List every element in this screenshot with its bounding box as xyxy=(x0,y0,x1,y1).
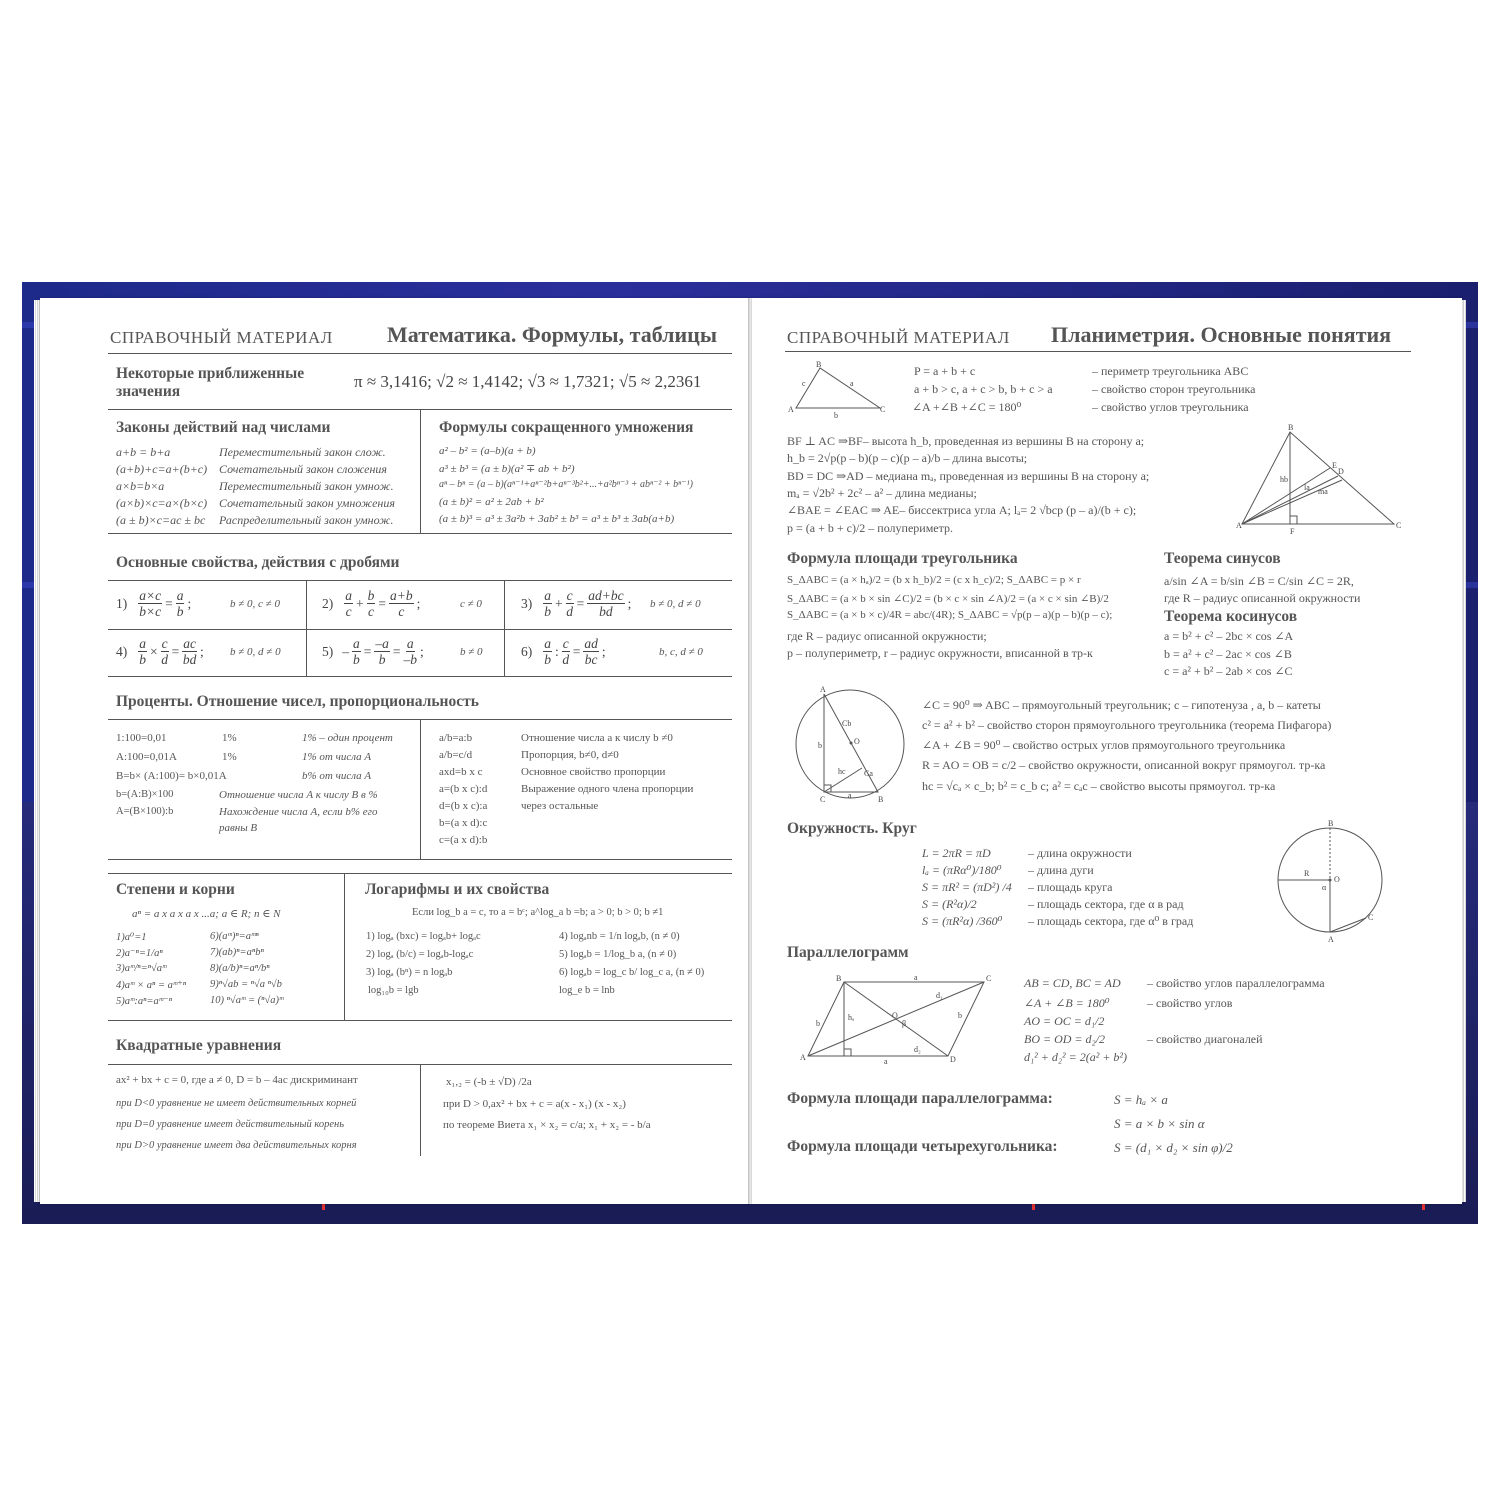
log-rule: 6) logₐb = log_c b/ log_c a, (n ≠ 0) xyxy=(559,967,705,978)
percent-description: Отношение числа A к числу B в % xyxy=(219,789,378,801)
power-rule: 8)(a/b)ⁿ=aⁿ/bⁿ xyxy=(210,963,270,974)
svg-text:C: C xyxy=(820,795,826,804)
log-rule: log₁₀b = lgb xyxy=(368,985,419,996)
svg-text:B: B xyxy=(878,795,884,804)
svg-text:b: b xyxy=(834,411,838,420)
numerator: c xyxy=(566,588,573,603)
right-page-title: Планиметрия. Основные понятия xyxy=(1051,322,1392,347)
svg-text:d₁: d₁ xyxy=(936,991,943,1000)
equals-sign: = xyxy=(378,595,386,611)
area-quadrilateral-formula: S = (d₁ × d₂ × sin φ)/2 xyxy=(1114,1140,1233,1155)
svg-text:A: A xyxy=(1236,521,1242,530)
triangle-description: – свойство углов треугольника xyxy=(1092,400,1249,414)
log-rule: 3) logₐ (bⁿ) = n logₐb xyxy=(366,967,453,978)
circle-formula: lₐ = (πRα⁰)/180⁰ xyxy=(922,863,1002,877)
percent-description: b% от числа A xyxy=(302,770,372,782)
svg-text:A: A xyxy=(800,1053,806,1062)
circle-description: – длина окружности xyxy=(1028,846,1132,860)
triangle-description: – свойство сторон треугольника xyxy=(1092,382,1256,396)
rule-number: 2) xyxy=(322,595,334,611)
power-rule: 5)aᵐ:aⁿ=aᵐ⁻ⁿ xyxy=(116,996,172,1007)
equals-sign: = xyxy=(165,595,173,611)
logs-title: Логарифмы и их свойства xyxy=(365,881,550,898)
proportion-formula: axd=b x c xyxy=(439,766,483,778)
law-formula: a+b = b+a xyxy=(116,445,171,459)
rule xyxy=(108,629,732,630)
area-formula: где R – радиус описанной окружности; xyxy=(787,629,987,643)
svg-text:c: c xyxy=(802,379,806,388)
area-parallelogram-formula: S = hₐ × a xyxy=(1114,1092,1168,1107)
percent-description: Нахождение числа A, если b% его xyxy=(219,806,378,818)
rule xyxy=(108,676,732,677)
numerator: ad+bc xyxy=(588,588,624,603)
proportion-formula: b=(a x d):c xyxy=(439,817,488,829)
svg-text:C: C xyxy=(1368,913,1374,922)
denominator: b xyxy=(176,604,184,619)
equals-sign: = xyxy=(171,643,180,659)
right-triangle-line: ∠A + ∠B = 90⁰ – свойство острых углов прямоугольного треугольника xyxy=(922,738,1286,752)
fraction-rule-3 xyxy=(521,588,631,619)
equals-sign: = xyxy=(363,643,372,659)
numerator: a xyxy=(345,588,352,603)
approx-title: Некоторые приближенные xyxy=(116,365,305,382)
rule-number: 6) xyxy=(521,643,533,659)
equals-sign: = xyxy=(576,595,585,611)
svg-text:F: F xyxy=(1290,527,1295,536)
law-formula: (a+b)+c=a+(b+c) xyxy=(116,462,208,476)
separator: ; xyxy=(200,643,204,659)
numerator: a xyxy=(353,636,360,651)
proportion-description: через остальные xyxy=(521,800,599,812)
law-description: Сочетательный закон сложения xyxy=(219,462,388,476)
equals-sign: = xyxy=(572,643,581,659)
triangle-line: BD = DC ⇒AD – медиана mₐ, проведенная из вершины B на сторону a; xyxy=(787,469,1150,483)
rule-number: 4) xyxy=(116,643,128,659)
rule xyxy=(108,533,732,534)
parallelogram-figure xyxy=(800,974,990,1064)
numerator: ad xyxy=(584,636,598,651)
svg-text:la: la xyxy=(1304,483,1310,492)
law-description: Переместительный закон слож. xyxy=(219,445,386,459)
area-formula: S_ΔABC = (a × hₐ)/2 = (b x h_b)/2 = (c x h_c)/2; S_ΔABC = p × r xyxy=(787,574,1081,586)
quadratic-line: при D>0 уравнение имеет два действительных корня xyxy=(116,1140,357,1151)
rule xyxy=(108,873,732,874)
log-rule: 5) logₐb = 1/log_b a, (n ≠ 0) xyxy=(559,949,677,960)
denominator: b×c xyxy=(139,604,162,619)
area-formula: S_ΔABC = (a × b × c)/4R = abc/(4R); S_ΔABC = √p(p – a)(p – b)(p – c); xyxy=(787,609,1113,621)
equals-sign: = xyxy=(392,643,401,659)
denominator: c xyxy=(398,604,405,619)
triangle-heights-figure xyxy=(1234,423,1404,536)
powers-title: Степени и корни xyxy=(116,881,235,898)
numerator: a xyxy=(544,636,551,651)
svg-text:R: R xyxy=(1304,869,1310,878)
circle-formula: S = (R²α)/2 xyxy=(922,897,977,911)
quadratic-line: при D=0 уравнение имеет действительный корень xyxy=(116,1119,345,1130)
left-header-label: СПРАВОЧНЫЙ МАТЕРИАЛ xyxy=(110,328,333,347)
rule xyxy=(108,859,732,860)
percent-formula: B=b× (A:100)= b×0,01A xyxy=(116,770,227,782)
law-description: Переместительный закон умнож. xyxy=(219,479,394,493)
abridged-formula: (a ± b)² = a² ± 2ab + b² xyxy=(439,496,544,508)
triangle-line: mₐ = √2b² + 2c² – a² – длина медианы; xyxy=(787,486,977,500)
area-parallelogram-title: Формула площади параллелограмма: xyxy=(787,1090,1053,1107)
svg-text:B: B xyxy=(1288,423,1294,432)
svg-text:Ca: Ca xyxy=(864,769,873,778)
approx-values: π ≈ 3,1416; √2 ≈ 1,4142; √3 ≈ 1,7321; √5 ≈ 2,2361 xyxy=(354,372,702,391)
cosines-formula: c = a² + b² – 2ab × cos ∠C xyxy=(1164,664,1293,678)
denominator: b xyxy=(544,652,551,667)
svg-text:B: B xyxy=(816,360,822,369)
fraction-condition: b ≠ 0 xyxy=(460,646,483,658)
vrule xyxy=(504,580,505,676)
numerator: a xyxy=(406,636,414,651)
right-triangle-line: R = AO = OB = c/2 – свойство окружности, описанной вокруг прямоугол. тр-ка xyxy=(922,758,1326,772)
circle-formula: L = 2πR = πD xyxy=(922,846,991,860)
svg-text:D: D xyxy=(1338,467,1344,476)
quadratic-line: по теореме Виета x₁ × x₂ = c/a; x₁ + x₂ = - b/a xyxy=(443,1119,651,1131)
svg-text:O: O xyxy=(892,1011,898,1020)
svg-text:hc: hc xyxy=(838,767,846,776)
law-formula: (a ± b)×c=ac ± bc xyxy=(116,513,206,527)
svg-text:B: B xyxy=(1328,819,1334,828)
percent-description: равны B xyxy=(219,822,258,834)
numerator: c xyxy=(562,636,569,651)
svg-text:C: C xyxy=(1396,521,1402,530)
percent-description: 1% – один процент xyxy=(302,732,393,744)
area-quadrilateral-title: Формула площади четырехугольника: xyxy=(787,1138,1058,1155)
parallelogram-formula: d₁² + d₂² = 2(a² + b²) xyxy=(1024,1050,1128,1064)
proportion-description: Выражение одного члена пропорции xyxy=(521,783,694,795)
percent-formula: A=(B×100):b xyxy=(116,806,174,817)
numerator: a xyxy=(544,588,551,603)
fraction-condition: b, c, d ≠ 0 xyxy=(659,646,703,658)
sines-formula: где R – радиус описанной окружности xyxy=(1164,591,1361,605)
svg-text:ma: ma xyxy=(1318,487,1328,496)
power-rule: 1)a⁰=1 xyxy=(116,932,147,943)
quadratic-title: Квадратные уравнения xyxy=(116,1037,282,1054)
abridged-formula: (a ± b)³ = a³ ± 3a²b + 3ab² ± b³ = a³ ± b³ ± 3ab(a+b) xyxy=(439,513,675,525)
abridged-formula: aⁿ – bⁿ = (a – b)(aⁿ⁻¹+aⁿ⁻²b+aⁿ⁻³b²+...+a²bⁿ⁻³ + abⁿ⁻² + bⁿ⁻¹) xyxy=(439,479,693,490)
fraction-rule-1 xyxy=(116,588,191,619)
parallelogram-formula: AB = CD, BC = AD xyxy=(1024,976,1121,990)
triangle-formula: P = a + b + c xyxy=(914,364,976,378)
numerator: b xyxy=(367,588,375,603)
parallelogram-formula: AO = OC = d₁/2 xyxy=(1024,1014,1105,1028)
svg-text:O: O xyxy=(854,737,860,746)
svg-text:E: E xyxy=(1332,461,1337,470)
percent-description: 1% от числа A xyxy=(302,751,372,763)
parallelogram-description: – свойство углов xyxy=(1147,996,1233,1010)
operator: + xyxy=(555,595,563,611)
svg-text:a: a xyxy=(914,973,918,982)
circle-description: – длина дуги xyxy=(1028,863,1094,877)
law-description: Распределительный закон умнож. xyxy=(219,513,394,527)
cosines-title: Теорема косинусов xyxy=(1164,608,1298,625)
law-formula: (a×b)×c=a×(b×c) xyxy=(116,496,208,510)
svg-text:A: A xyxy=(788,405,794,414)
denominator: c xyxy=(345,604,352,619)
svg-text:d₂: d₂ xyxy=(914,1045,921,1054)
proportion-description: Основное свойство пропорции xyxy=(521,766,666,778)
abridged-formula: a³ ± b³ = (a ± b)(a² ∓ ab + b²) xyxy=(439,463,575,475)
svg-text:hₐ: hₐ xyxy=(848,1013,855,1022)
triangle-abc-figure xyxy=(788,360,888,420)
parallelogram-formula: BO = OD = d₂/2 xyxy=(1024,1032,1106,1046)
svg-text:b: b xyxy=(958,1011,962,1020)
fraction-condition: b ≠ 0, d ≠ 0 xyxy=(230,646,281,658)
numerator: a xyxy=(139,636,146,651)
numerator: –a xyxy=(375,636,389,651)
right-triangle-circle-figure xyxy=(792,686,912,804)
rule xyxy=(108,580,732,581)
log-rule: log_e b = lnb xyxy=(559,985,615,996)
proportion-formula: a/b=a:b xyxy=(439,732,473,744)
separator: ; xyxy=(601,643,606,659)
rule xyxy=(108,1020,732,1021)
vrule xyxy=(420,719,421,859)
power-rule: 7)(ab)ⁿ=aⁿbⁿ xyxy=(210,947,264,958)
vrule xyxy=(344,873,345,1020)
sines-title: Теорема синусов xyxy=(1164,550,1281,567)
circle-description: – площадь круга xyxy=(1028,880,1113,894)
denominator: b xyxy=(353,652,360,667)
denominator: d xyxy=(566,604,573,619)
separator: ; xyxy=(416,595,421,611)
right-triangle-line: hc = √cₐ × c_b; b² = c_b c; a² = cₐc – свойство высоты прямоугол. тр-ка xyxy=(922,779,1276,793)
right-triangle-line: ∠C = 90⁰ ⇒ ABC – прямоугольный треугольник; c – гипотенуза , a, b – катеты xyxy=(922,698,1321,712)
svg-text:hb: hb xyxy=(1280,475,1288,484)
numerator: ac xyxy=(183,636,196,651)
proportion-formula: c=(a x d):b xyxy=(439,834,488,846)
right-page xyxy=(752,298,1462,1204)
quadratic-line: при D<0 уравнение не имеет действительных корней xyxy=(116,1098,357,1109)
vrule xyxy=(306,580,307,676)
numerator: a×c xyxy=(139,588,162,603)
area-parallelogram-formula: S = a × b × sin α xyxy=(1114,1116,1205,1131)
vrule xyxy=(420,1064,421,1156)
law-formula: a×b=b×a xyxy=(116,479,165,493)
svg-text:b: b xyxy=(816,1019,820,1028)
quadratic-line: x₁,₂ = (-b ± √D) /2a xyxy=(446,1076,532,1088)
power-rule: 10) ⁿ√aᵐ = (ⁿ√a)ᵐ xyxy=(210,995,284,1006)
svg-text:C: C xyxy=(986,974,992,983)
svg-text:a: a xyxy=(884,1057,888,1066)
approx-title-2: значения xyxy=(116,383,181,400)
denominator: d xyxy=(161,652,168,667)
separator: ; xyxy=(627,595,632,611)
area-formula: p – полупериметр, r – радиус окружности, вписанной в тр-к xyxy=(787,646,1093,660)
fractions-title: Основные свойства, действия с дробями xyxy=(116,554,400,571)
power-rule: 2)a⁻ⁿ=1/aⁿ xyxy=(116,948,163,959)
denominator: b xyxy=(378,652,386,667)
svg-text:A: A xyxy=(1328,935,1334,944)
log-rule: 2) logₐ (b/c) = logₐb-logₐc xyxy=(366,949,474,960)
triangle-line: ∠BAE = ∠EAC ⇒ AE– биссектриса угла A; lₐ= 2 √bcp (p – a)/(b + c); xyxy=(787,503,1137,517)
power-rule: 4)aᵐ × aⁿ = aᵐ⁺ⁿ xyxy=(116,980,187,991)
parallelogram-title: Параллелограмм xyxy=(787,944,909,961)
denominator: b xyxy=(139,652,146,667)
power-rule: 6)(aᵐ)ⁿ=aᵐⁿ xyxy=(210,931,259,942)
denominator: –b xyxy=(403,652,417,667)
triangle-line: BF ⊥ AC ⇒BF– высота h_b, проведенная из вершины B на сторону a; xyxy=(787,434,1145,448)
powers-definition: aⁿ = a x a x a x ...a; a ∈ R; n ∈ N xyxy=(132,908,281,920)
numerator: a xyxy=(176,588,184,603)
header-rule xyxy=(785,351,1411,352)
svg-text:b: b xyxy=(818,741,822,750)
quadratic-line: при D > 0,ax² + bx + c = a(x - x₁) (x - x₂) xyxy=(443,1098,626,1110)
logs-definition: Если log_b a = c, то a = bᶜ; a^log_a b =b; a > 0; b > 0; b ≠1 xyxy=(412,907,664,918)
numerator: a+b xyxy=(390,588,413,603)
svg-text:O: O xyxy=(1334,875,1340,884)
triangle-description: – периметр треугольника ABC xyxy=(1092,364,1249,378)
fraction-condition: c ≠ 0 xyxy=(460,598,482,610)
percent-title: Проценты. Отношение чисел, пропорциональность xyxy=(116,693,479,710)
denominator: bc xyxy=(584,652,598,667)
proportion-description: Отношение числа a к числу b ≠0 xyxy=(521,732,673,744)
percent-formula: 1:100=0,01 xyxy=(116,732,167,744)
right-header-label: СПРАВОЧНЫЙ МАТЕРИАЛ xyxy=(787,328,1010,347)
separator: ; xyxy=(420,643,424,659)
svg-text:D: D xyxy=(950,1055,956,1064)
rule-number: 1) xyxy=(116,595,128,611)
parallelogram-description: – свойство диагоналей xyxy=(1147,1032,1263,1046)
operator: : xyxy=(555,643,559,659)
circle-description: – площадь сектора, где α в рад xyxy=(1028,897,1184,911)
fraction-condition: b ≠ 0, d ≠ 0 xyxy=(650,598,701,610)
fraction-rule-6 xyxy=(521,636,606,667)
svg-text:C: C xyxy=(880,405,886,414)
vrule xyxy=(420,409,421,533)
proportion-formula: a=(b x c):d xyxy=(439,783,488,795)
proportion-formula: a/b=c/d xyxy=(439,749,473,761)
cosines-formula: a = b² + c² – 2bc × cos ∠A xyxy=(1164,629,1294,643)
proportion-description: Пропорция, b≠0, d≠0 xyxy=(521,749,619,761)
percent-value: 1% xyxy=(222,732,237,744)
circle-formula: S = (πR²α) /360⁰ xyxy=(922,914,1003,928)
denominator: bd xyxy=(182,652,197,667)
svg-text:A: A xyxy=(820,685,826,694)
parallelogram-formula: ∠A + ∠B = 180⁰ xyxy=(1024,996,1110,1010)
svg-text:Cb: Cb xyxy=(842,719,852,728)
fraction-rule-2 xyxy=(322,588,420,619)
percent-formula: b=(A:B)×100 xyxy=(116,789,174,800)
log-rule: 1) logₐ (bxc) = logₐb+ logₐc xyxy=(366,931,481,942)
fraction-rule-5 xyxy=(322,636,424,667)
area-triangle-title: Формула площади треугольника xyxy=(787,550,1018,567)
triangle-formula: a + b > c, a + c > b, b + c > a xyxy=(914,382,1053,396)
percent-value: 1% xyxy=(222,751,237,763)
laws-title: Законы действий над числами xyxy=(116,419,331,436)
fraction-rule-4 xyxy=(116,636,204,667)
header-rule xyxy=(108,353,732,354)
log-rule: 4) logₐnb = 1/n logₐb, (n ≠ 0) xyxy=(559,931,680,942)
left-page xyxy=(40,298,750,1204)
cosines-formula: b = a² + c² – 2ac × cos ∠B xyxy=(1164,647,1292,661)
svg-text:B: B xyxy=(836,974,842,983)
rule-number: 5) xyxy=(322,643,334,659)
numerator: c xyxy=(161,636,168,651)
percent-formula: A:100=0,01A xyxy=(116,751,177,763)
power-rule: 3)aᵐ/ⁿ=ⁿ√aᵐ xyxy=(116,963,167,974)
parallelogram-description: – свойство углов параллелограмма xyxy=(1147,976,1325,990)
svg-text:α: α xyxy=(1322,883,1327,892)
quadratic-line: ax² + bx + c = 0, где a ≠ 0, D = b – 4ac дискриминант xyxy=(116,1074,358,1086)
operator: × xyxy=(150,643,158,659)
rule-number: 3) xyxy=(521,595,533,611)
circle-sector-figure xyxy=(1274,818,1394,942)
circle-description: – площадь сектора, где α⁰ в град xyxy=(1028,914,1194,928)
circle-formula: S = πR² = (πD²) /4 xyxy=(922,880,1012,894)
triangle-line: h_b = 2√p(p – b)(p – c)(p – a)/b – длина высоты; xyxy=(787,451,1028,465)
abridged-title: Формулы сокращенного умножения xyxy=(439,419,694,436)
abridged-formula: a² – b² = (a–b)(a + b) xyxy=(439,445,536,457)
svg-text:a: a xyxy=(850,379,854,388)
denominator: b xyxy=(544,604,551,619)
svg-text:β: β xyxy=(902,1019,907,1028)
minus-sign: – xyxy=(342,643,349,659)
svg-text:a: a xyxy=(848,791,852,800)
operator: + xyxy=(356,595,364,611)
left-page-title: Математика. Формулы, таблицы xyxy=(387,322,718,347)
triangle-line: p = (a + b + c)/2 – полупериметр. xyxy=(787,521,954,535)
denominator: c xyxy=(368,604,374,619)
fraction-condition: b ≠ 0, c ≠ 0 xyxy=(230,598,280,610)
proportion-formula: d=(b x c):a xyxy=(439,800,488,812)
area-formula: S_ΔABC = (a × b × sin ∠C)/2 = (b × c × sin ∠A)/2 = (a × c × sin ∠B)/2 xyxy=(787,593,1109,605)
separator: ; xyxy=(187,595,192,611)
law-description: Сочетательный закон умножения xyxy=(219,496,395,510)
denominator: bd xyxy=(599,604,613,619)
sines-formula: a/sin ∠A = b/sin ∠B = C/sin ∠C = 2R, xyxy=(1164,574,1354,588)
triangle-formula: ∠A +∠B +∠C = 180⁰ xyxy=(912,400,1022,414)
power-rule: 9)ⁿ√ab = ⁿ√a ⁿ√b xyxy=(210,979,282,990)
denominator: d xyxy=(562,652,570,667)
right-triangle-line: c² = a² + b² – свойство сторон прямоугольного треугольника (теорема Пифагора) xyxy=(922,718,1332,732)
circle-title: Окружность. Круг xyxy=(787,820,917,837)
